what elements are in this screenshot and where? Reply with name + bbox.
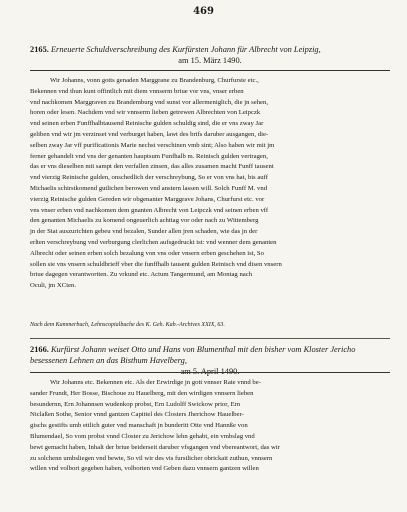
text-line: besundernn, Ern Johannsen wudenkop probst, Ern Ludolff Swickow prior, Ern	[30, 400, 241, 408]
text-line: vierzig Reinische gulden Gereden wir obgenanter Marggrave Johans, Churfurst etc. vor	[30, 195, 265, 203]
text-line: das er vns dieselben mit sampt den verfallen zinsen, das alles zusamen macht Funff tausent	[30, 163, 274, 171]
document-heading-2165	[30, 44, 390, 66]
heading-rule	[30, 372, 390, 373]
text-line: zu solchenn umbsliegen vnd bewte, So vil wir des vis furstlicher obrickait zuthun, vnnsern	[30, 454, 273, 462]
document-date: am 15. März 1490.	[178, 56, 242, 65]
text-line: bewt gemacht haben, Inhalt der briue beiderseit daruber vfsgangen vnd vbereantwort, das wir	[30, 443, 280, 451]
document-title: Erneuerte Schuldverschreibung des Kurfürsten Johann für Albrecht von Leipzig,	[50, 45, 321, 54]
text-line: vns vnser erben vnd nachkomen dem gnanten Albrecht von Leipczk vnd seinen erben vff	[30, 206, 269, 214]
text-line: sollen sie vns vnsern schuldbrieff vber die funffhalb tausent gulden Reinisch vnd disen vnsern	[30, 260, 282, 268]
text-line: sander Frundt, Her Bosse, Bischoue zu Hauelberg, mit den wirdigen vnnsern lieben	[30, 389, 254, 397]
text-line: Blumendael, So vom probst vnnd Closter zu Jerichow lehn gehabt, ein vmbslag vnd	[30, 432, 255, 440]
text-line: briue dagegen verantwortten. Zu vrkund etc. Actum Tangermund, am Montag nach	[30, 271, 253, 279]
document-body-2165	[30, 76, 390, 292]
text-line: willen vnd volbort gegeben haben, volborten vnd Geben dazu vnnsern gantzen willen	[30, 465, 259, 473]
text-line: Michaelis schirstkomend gutlichen berowen vnd anstern lassen will. Solch Funff M. vnd	[30, 184, 268, 192]
text-line: Niclaßen Sothe, Senior vnnd gantzen Capittel des Closters Jherichow Hauelber-	[30, 411, 244, 419]
text-line: geliben vnd wir jm verzinset vnd verburget haben, lawt des brifs daruber ausgangen, die-	[30, 130, 269, 138]
text-line: Bekennen vnd thun kunt offintlich mit diem vnnserm briue vor vns, vnser erben	[30, 87, 244, 95]
text-line: vnd seinen erben Funffhalbtausend Reinische gulden schuldig sind, die er vns zway Jar	[30, 120, 264, 128]
text-line: gischs gestifts umb ettlich guter vnd manschaft jn bunderitt Otte vnd Hannße von	[30, 422, 248, 430]
document-body-2166	[30, 378, 390, 475]
text-line: vnd vierzig Reinische gulden, onschedlich der verschreybung, So er von vns hat, bis auff	[30, 174, 268, 182]
section-divider	[30, 338, 390, 339]
source-note: Nach dem Kammerbuch, Lehnscopialbuche des K. Geh. Kab.-Archives XXIX, 63.	[30, 322, 225, 328]
heading-rule	[30, 70, 390, 71]
text-line: selben zway Jar vff purificationis Marie nechst verschinen vmb sint; Also haben wir mit jm	[30, 141, 275, 149]
text-line: Wir Johanns etc. Bekennen etc. Als der Erwirdige jn gott vnnser Rate vnnd be-	[50, 379, 261, 386]
text-line: den genanten Michaelis zu komend ongeuerlich achttag vor oder nach zu Wittemberg	[30, 217, 259, 225]
text-line: erlten verschreybung vnd verburgung clerlichen aufsgedruckt ist: vnd wenner dem genanten	[30, 238, 277, 246]
text-line: Albrecht oder seinen erben solch bezalung von vns oder vnsern erben geschehen ist, So	[30, 249, 264, 257]
document-title: Kurfürst Johann weiset Otto und Hans von Blumenthal mit den bisher vom Kloster Jericho besessenen Lehnen an das Bisthum Havelberg,	[30, 345, 356, 365]
text-line: ferner gehandelt vnd vns der genanten hauptsum Funfhalb m. Reinisch gulden vertragen,	[30, 152, 268, 160]
document-date: am 5. April 1490.	[180, 367, 240, 376]
text-line: vnd nachkomen Marggraven zu Brandemburg vnd sunst vor allermeniglich, die jn sehen,	[30, 98, 269, 106]
text-line: Oculi, jm XCten.	[30, 282, 77, 290]
document-number: 2165.	[30, 45, 49, 54]
text-line: jn der Stat auszurichten gebeu vnd bezalen, Sunder allen jren schaden, wie das jn der	[30, 228, 258, 236]
page-number: 469	[193, 6, 214, 17]
document-number: 2166.	[30, 345, 49, 354]
text-line: Wir Johanns, vonn gotts genaden Marggrane zu Brandenburg, Churfurste etc.,	[50, 77, 259, 84]
text-line: horen oder lesen. Nachdem vnd wir vnnserm lieben getrewen Albrechten von Leipczk	[30, 109, 261, 117]
